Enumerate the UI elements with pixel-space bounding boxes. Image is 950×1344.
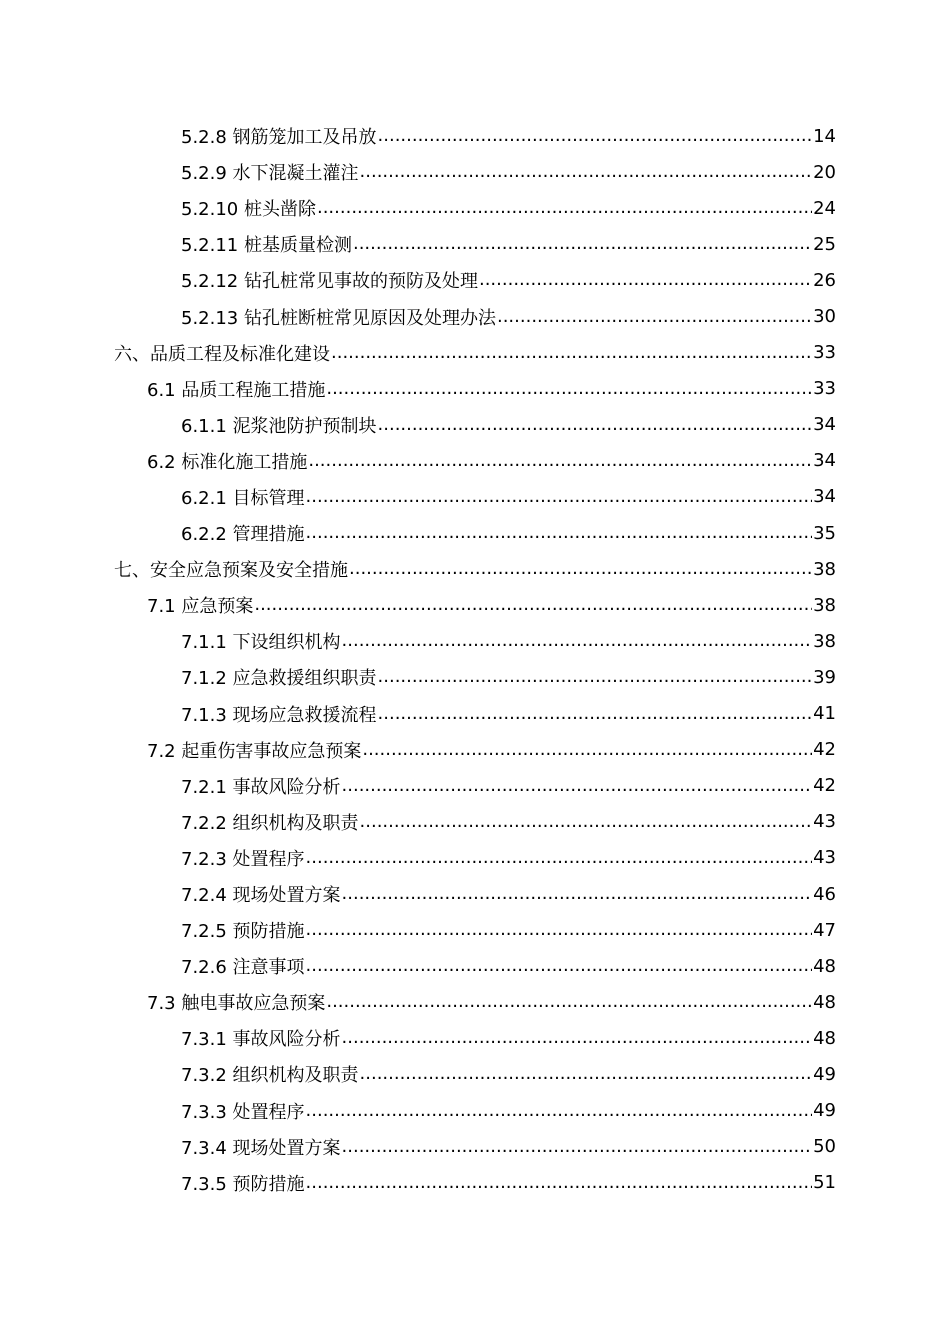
toc-entry-title: 5.2.8 钢筋笼加工及吊放 — [181, 123, 378, 149]
toc-entry-title: 5.2.12 钻孔桩常见事故的预防及处理 — [181, 267, 479, 293]
toc-dot-leader — [306, 919, 813, 941]
toc-entry-page-number: 43 — [813, 847, 836, 869]
toc-dot-leader — [306, 522, 813, 544]
toc-entry[interactable] — [0, 407, 950, 443]
toc-entry-title: 6.2 标准化施工措施 — [147, 448, 308, 474]
toc-entry[interactable] — [0, 118, 950, 154]
toc-entry-title: 5.2.11 桩基质量检测 — [181, 231, 353, 257]
toc-entry-title: 7.3.3 处置程序 — [181, 1098, 306, 1124]
toc-entry-title: 7.3.4 现场处置方案 — [181, 1134, 342, 1160]
toc-entry-page-number: 48 — [813, 955, 836, 977]
toc-entry-page-number: 38 — [813, 594, 836, 616]
toc-dot-leader — [497, 306, 812, 328]
toc-dot-leader — [342, 1136, 813, 1158]
toc-entry[interactable] — [0, 479, 950, 515]
toc-entry-title: 7.2.3 处置程序 — [181, 845, 306, 871]
toc-dot-leader — [349, 558, 812, 580]
toc-entry-title: 5.2.9 水下混凝土灌注 — [181, 159, 360, 185]
toc-dot-leader — [378, 414, 813, 436]
toc-entry-title: 7.3.2 组织机构及职责 — [181, 1061, 360, 1087]
toc-entry[interactable] — [0, 732, 950, 768]
toc-entry-page-number: 41 — [813, 703, 836, 725]
toc-entry[interactable] — [0, 768, 950, 804]
toc-entry-page-number: 49 — [813, 1100, 836, 1122]
toc-entry[interactable] — [0, 190, 950, 226]
toc-dot-leader — [326, 378, 812, 400]
toc-entry-title: 7.2.6 注意事项 — [181, 953, 306, 979]
toc-entry-title: 7.3.1 事故风险分析 — [181, 1025, 342, 1051]
toc-entry-title: 7.1 应急预案 — [147, 592, 254, 618]
toc-entry-page-number: 49 — [813, 1063, 836, 1085]
toc-entry[interactable] — [0, 262, 950, 298]
toc-entry[interactable] — [0, 984, 950, 1020]
toc-dot-leader — [378, 125, 813, 147]
toc-entry-page-number: 20 — [813, 161, 836, 183]
toc-dot-leader — [306, 1100, 813, 1122]
toc-dot-leader — [360, 811, 813, 833]
toc-entry-page-number: 50 — [813, 1136, 836, 1158]
toc-entry[interactable] — [0, 551, 950, 587]
toc-entry-title: 7.1.1 下设组织机构 — [181, 628, 342, 654]
toc-entry[interactable] — [0, 804, 950, 840]
toc-entry-page-number: 43 — [813, 811, 836, 833]
toc-entry-title: 7.2.1 事故风险分析 — [181, 773, 342, 799]
toc-entry[interactable] — [0, 623, 950, 659]
toc-dot-leader — [342, 775, 813, 797]
toc-dot-leader — [308, 450, 812, 472]
toc-entry-title: 7.2.2 组织机构及职责 — [181, 809, 360, 835]
toc-dot-leader — [378, 703, 813, 725]
toc-dot-leader — [306, 955, 813, 977]
toc-entry-page-number: 39 — [813, 666, 836, 688]
toc-entry-title: 5.2.13 钻孔桩断桩常见原因及处理办法 — [181, 304, 497, 330]
toc-dot-leader — [326, 991, 812, 1013]
toc-dot-leader — [353, 233, 812, 255]
toc-dot-leader — [317, 197, 812, 219]
toc-dot-leader — [342, 630, 813, 652]
toc-entry-page-number: 34 — [813, 486, 836, 508]
toc-entry-page-number: 46 — [813, 883, 836, 905]
toc-entry-title: 6.2.2 管理措施 — [181, 520, 306, 546]
toc-entry-title: 7.1.2 应急救援组织职责 — [181, 664, 378, 690]
toc-entry[interactable] — [0, 443, 950, 479]
toc-entry-title: 6.1.1 泥浆池防护预制块 — [181, 412, 378, 438]
toc-entry[interactable] — [0, 696, 950, 732]
toc-entry[interactable] — [0, 226, 950, 262]
toc-entry-title: 7.3 触电事故应急预案 — [147, 989, 326, 1015]
toc-entry[interactable] — [0, 1093, 950, 1129]
toc-entry[interactable] — [0, 298, 950, 334]
toc-entry-page-number: 25 — [813, 233, 836, 255]
toc-entry-page-number: 38 — [813, 630, 836, 652]
toc-entry-page-number: 33 — [813, 342, 836, 364]
toc-entry[interactable] — [0, 876, 950, 912]
toc-entry-page-number: 35 — [813, 522, 836, 544]
toc-entry[interactable] — [0, 154, 950, 190]
toc-dot-leader — [306, 847, 813, 869]
toc-entry[interactable] — [0, 515, 950, 551]
toc-entry-page-number: 38 — [813, 558, 836, 580]
toc-dot-leader — [378, 666, 813, 688]
toc-entry[interactable] — [0, 335, 950, 371]
toc-dot-leader — [342, 1027, 813, 1049]
toc-entry-title: 7.1.3 现场应急救援流程 — [181, 701, 378, 727]
toc-entry-page-number: 48 — [813, 1027, 836, 1049]
toc-entry-page-number: 48 — [813, 991, 836, 1013]
toc-dot-leader — [360, 1063, 813, 1085]
toc-entry[interactable] — [0, 948, 950, 984]
toc-dot-leader — [306, 486, 813, 508]
toc-entry-title: 7.2.5 预防措施 — [181, 917, 306, 943]
toc-entry-title: 六、品质工程及标准化建设 — [114, 340, 331, 366]
toc-dot-leader — [479, 269, 812, 291]
toc-entry-page-number: 42 — [813, 739, 836, 761]
toc-dot-leader — [331, 342, 812, 364]
toc-entry-title: 6.2.1 目标管理 — [181, 484, 306, 510]
toc-entry-page-number: 47 — [813, 919, 836, 941]
toc-entry-page-number: 34 — [813, 414, 836, 436]
toc-entry-page-number: 42 — [813, 775, 836, 797]
toc-entry-page-number: 24 — [813, 197, 836, 219]
toc-entry-page-number: 14 — [813, 125, 836, 147]
toc-entry-title: 5.2.10 桩头凿除 — [181, 195, 317, 221]
toc-dot-leader — [360, 161, 813, 183]
toc-entry[interactable] — [0, 371, 950, 407]
toc-entry-page-number: 51 — [813, 1172, 836, 1194]
toc-dot-leader — [342, 883, 813, 905]
toc-entry[interactable] — [0, 1020, 950, 1056]
toc-entry[interactable] — [0, 659, 950, 695]
toc-entry[interactable] — [0, 1056, 950, 1092]
toc-entry[interactable] — [0, 840, 950, 876]
toc-entry-title: 6.1 品质工程施工措施 — [147, 376, 326, 402]
table-of-contents — [0, 118, 950, 1201]
toc-entry[interactable] — [0, 912, 950, 948]
toc-entry[interactable] — [0, 1129, 950, 1165]
toc-entry-title: 7.3.5 预防措施 — [181, 1170, 306, 1196]
toc-entry[interactable] — [0, 587, 950, 623]
toc-entry-title: 七、安全应急预案及安全措施 — [114, 556, 349, 582]
toc-entry-page-number: 34 — [813, 450, 836, 472]
toc-dot-leader — [306, 1172, 813, 1194]
toc-dot-leader — [362, 739, 812, 761]
toc-entry-title: 7.2 起重伤害事故应急预案 — [147, 737, 362, 763]
toc-entry-page-number: 26 — [813, 269, 836, 291]
toc-entry[interactable] — [0, 1165, 950, 1201]
toc-dot-leader — [254, 594, 812, 616]
toc-entry-page-number: 33 — [813, 378, 836, 400]
toc-entry-title: 7.2.4 现场处置方案 — [181, 881, 342, 907]
toc-entry-page-number: 30 — [813, 306, 836, 328]
